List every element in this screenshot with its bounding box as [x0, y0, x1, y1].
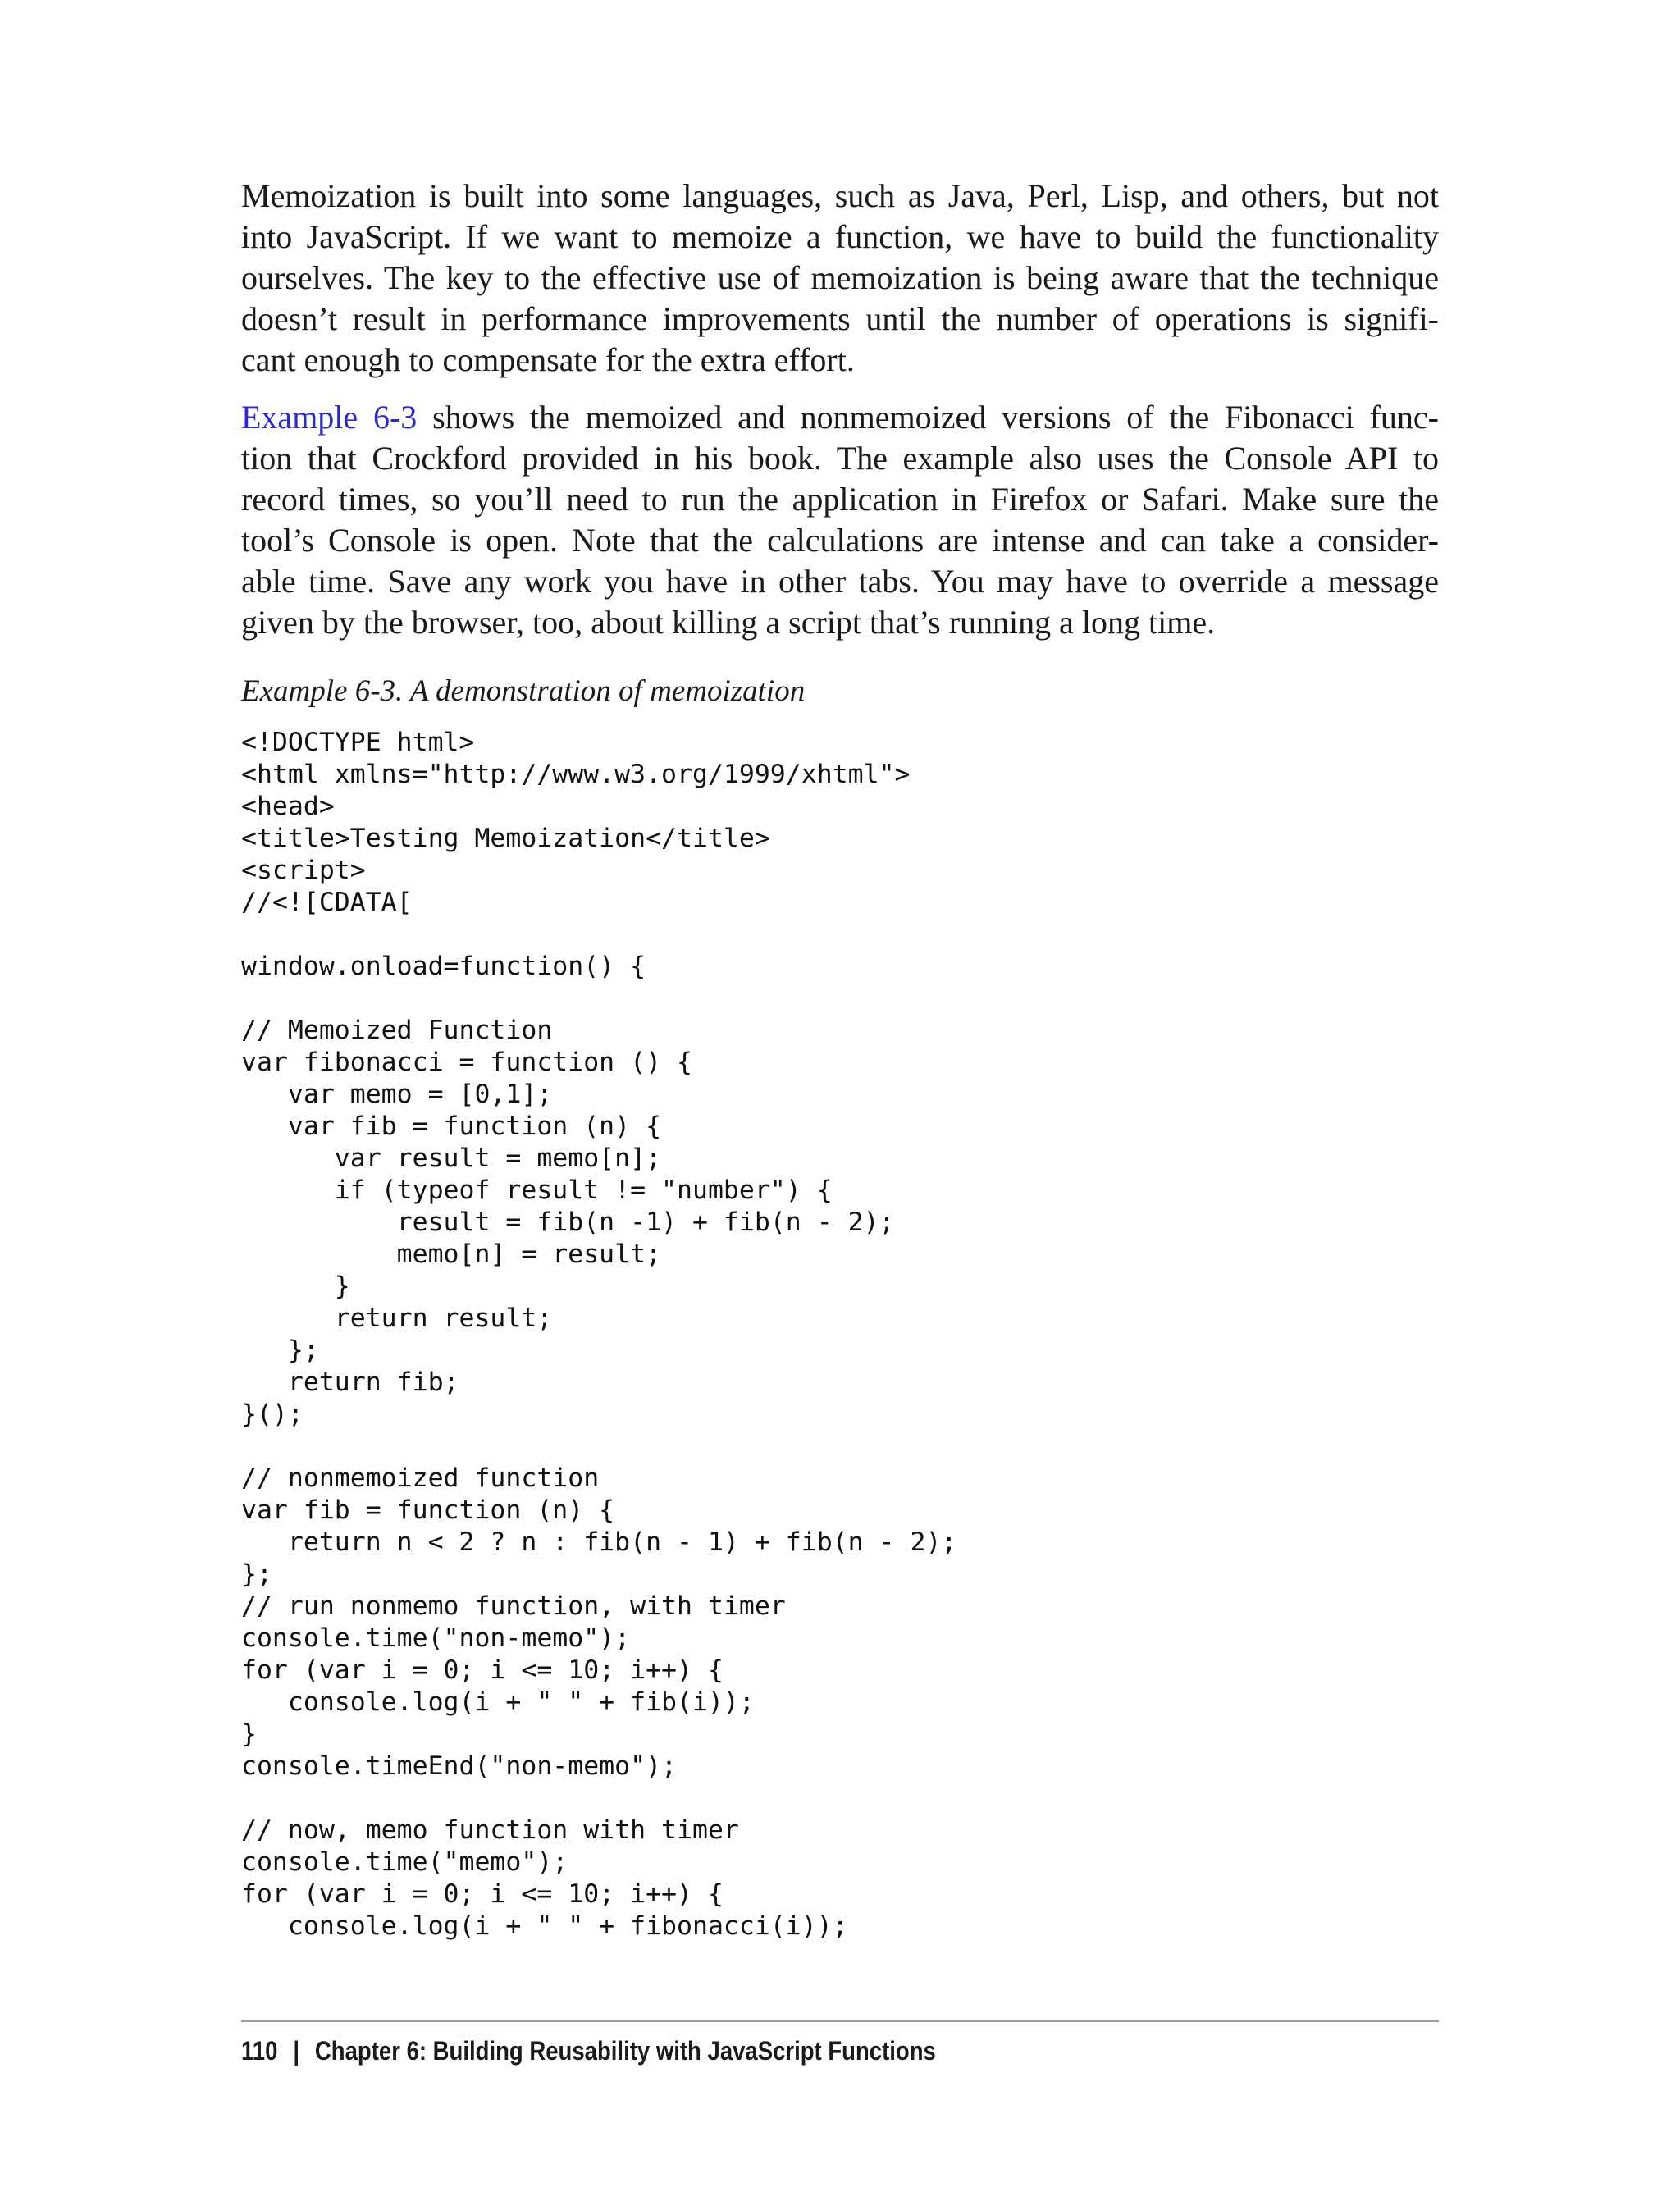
text-line: ourselves. The key to the effective use of memoization is being aware that the technique — [241, 259, 1439, 296]
code-line: <script> — [241, 856, 366, 885]
code-line: return result; — [241, 1303, 553, 1333]
text-line: given by the browser, too, about killing a script that’s running a long time. — [241, 604, 1216, 641]
paragraph-example-description — [241, 397, 1439, 643]
code-line: // now, memo function with timer — [241, 1815, 739, 1845]
page-number: 110 — [241, 2036, 278, 2066]
code-line: <head> — [241, 792, 335, 821]
code-line: // Memoized Function — [241, 1016, 553, 1045]
code-line: <!DOCTYPE html> — [241, 728, 475, 757]
code-line: console.time("non-memo"); — [241, 1623, 631, 1653]
code-listing — [241, 727, 1439, 1942]
code-line: if (typeof result != "number") { — [241, 1176, 833, 1205]
page-footer — [241, 2033, 936, 2069]
code-line: console.log(i + " " + fibonacci(i)); — [241, 1911, 848, 1941]
code-line: }; — [241, 1559, 272, 1589]
code-line: } — [241, 1719, 257, 1749]
code-line: for (var i = 0; i <= 10; i++) { — [241, 1879, 724, 1909]
text-fragment: shows the memoized and nonmemoized versions of the Fibonacci func- — [417, 399, 1439, 436]
footer-divider — [241, 2020, 1439, 2022]
code-line: for (var i = 0; i <= 10; i++) { — [241, 1655, 724, 1685]
code-line: // nonmemoized function — [241, 1463, 600, 1493]
code-line: return fib; — [241, 1367, 459, 1397]
code-line: var memo = [0,1]; — [241, 1080, 553, 1109]
text-line: doesn’t result in performance improvements until the number of operations is signifi- — [241, 300, 1439, 337]
example-6-3-link[interactable]: Example 6-3 — [241, 399, 418, 436]
code-line: memo[n] = result; — [241, 1239, 662, 1269]
text-line: record times, so you’ll need to run the application in Firefox or Safari. Make sure the — [241, 481, 1439, 518]
code-line: var fib = function (n) { — [241, 1495, 615, 1525]
code-line: } — [241, 1271, 350, 1301]
code-line: var fibonacci = function () { — [241, 1048, 692, 1077]
code-line: window.onload=function() { — [241, 952, 646, 981]
text-line: into JavaScript. If we want to memoize a function, we have to build the functionality — [241, 218, 1439, 255]
text-line: Memoization is built into some languages, such as Java, Perl, Lisp, and others, but not — [241, 177, 1439, 214]
code-line: console.timeEnd("non-memo"); — [241, 1751, 678, 1781]
code-line: <title>Testing Memoization</title> — [241, 824, 770, 853]
code-line: }(); — [241, 1399, 304, 1429]
example-caption: Example 6-3. A demonstration of memoization — [241, 674, 806, 708]
code-line: var fib = function (n) { — [241, 1112, 662, 1141]
chapter-title: Chapter 6: Building Reusability with JavaScript Functions — [314, 2036, 936, 2066]
code-line: console.time("memo"); — [241, 1847, 568, 1877]
footer-separator: | — [293, 2036, 300, 2066]
code-line: result = fib(n -1) + fib(n - 2); — [241, 1208, 895, 1237]
text-line: able time. Save any work you have in other tabs. You may have to override a message — [241, 563, 1439, 600]
text-line: cant enough to compensate for the extra effort. — [241, 341, 855, 378]
code-line: var result = memo[n]; — [241, 1144, 662, 1173]
code-line — [241, 919, 1439, 951]
text-line: tool’s Console is open. Note that the calculations are intense and can take a consider- — [241, 522, 1439, 559]
text-line — [241, 397, 1439, 438]
code-line — [241, 1783, 1439, 1815]
paragraph-memoization-intro — [241, 176, 1439, 381]
code-line: console.log(i + " " + fib(i)); — [241, 1687, 755, 1717]
code-line: }; — [241, 1335, 319, 1365]
code-line: <html xmlns="http://www.w3.org/1999/xhtml"> — [241, 760, 911, 789]
code-line — [241, 1431, 1439, 1463]
code-line: //<![CDATA[ — [241, 888, 413, 917]
code-line: return n < 2 ? n : fib(n - 1) + fib(n - 2); — [241, 1527, 957, 1557]
text-line: tion that Crockford provided in his book. The example also uses the Console API to — [241, 440, 1439, 477]
page-content — [241, 176, 1439, 1942]
code-line — [241, 983, 1439, 1015]
code-line: // run nonmemo function, with timer — [241, 1591, 786, 1621]
